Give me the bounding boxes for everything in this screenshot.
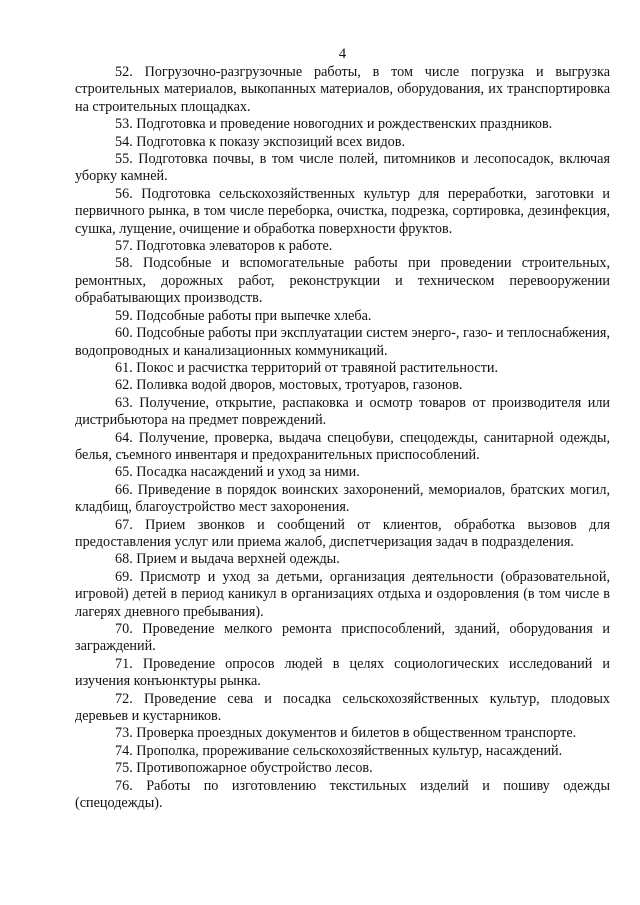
list-item: 52. Погрузочно-разгрузочные работы, в том числе погрузка и выгрузка строительных материалов, выкопанных материалов, оборудования, их транспортировка на строительных площадках. xyxy=(75,64,610,115)
list-item: 55. Подготовка почвы, в том числе полей, питомников и лесопосадок, включая уборку камней. xyxy=(75,151,610,185)
list-item: 66. Приведение в порядок воинских захоронений, мемориалов, братских могил, кладбищ, благоустройство мест захоронения. xyxy=(75,481,610,516)
list-item: 60. Подсобные работы при эксплуатации систем энерго-, газо- и теплоснабжения, водопроводных и канализационных коммуникаций. xyxy=(75,325,610,359)
page-number: 4 xyxy=(338,46,347,62)
list-item: 68. Прием и выдача верхней одежды. xyxy=(115,551,340,568)
list-item: 69. Присмотр и уход за детьми, организация деятельности (образовательной, игровой) детей в период каникул в организациях отдыха и оздоровления (в том числе в лагерях дневного пребывания). xyxy=(75,568,610,620)
list-item: 54. Подготовка к показу экспозиций всех видов. xyxy=(115,133,405,150)
list-item: 75. Противопожарное обустройство лесов. xyxy=(115,760,373,777)
list-item: 72. Проведение сева и посадка сельскохозяйственных культур, плодовых деревьев и кустарников. xyxy=(75,690,610,725)
list-item: 70. Проведение мелкого ремонта приспособлений, зданий, оборудования и заграждений. xyxy=(75,621,610,655)
list-item: 62. Поливка водой дворов, мостовых, тротуаров, газонов. xyxy=(115,377,463,394)
list-item: 67. Прием звонков и сообщений от клиентов, обработка вызовов для предоставления услуг или приема жалоб, диспетчеризация задач в подразделения. xyxy=(75,516,610,550)
list-item: 76. Работы по изготовлению текстильных изделий и пошиву одежды (спецодежды). xyxy=(75,777,610,812)
list-item: 73. Проверка проездных документов и билетов в общественном транспорте. xyxy=(115,725,577,742)
list-item: 64. Получение, проверка, выдача спецобуви, спецодежды, санитарной одежды, белья, съемного инвентаря и предохранительных приспособлений. xyxy=(75,429,610,463)
list-item: 58. Подсобные и вспомогательные работы при проведении строительных, ремонтных, дорожных работ, реконструкции и техническом перевооружении обрабатывающих производств. xyxy=(75,255,610,307)
document-page xyxy=(75,0,610,905)
list-item: 57. Подготовка элеваторов к работе. xyxy=(115,238,333,255)
list-item: 74. Прополка, прореживание сельскохозяйственных культур, насаждений. xyxy=(115,742,563,759)
list-item: 53. Подготовка и проведение новогодних и рождественских праздников. xyxy=(115,116,553,133)
item-list xyxy=(75,64,610,812)
list-item: 59. Подсобные работы при выпечке хлеба. xyxy=(115,307,372,324)
list-item: 65. Посадка насаждений и уход за ними. xyxy=(115,464,360,481)
list-item: 61. Покос и расчистка территорий от травяной растительности. xyxy=(115,359,499,376)
list-item: 71. Проведение опросов людей в целях социологических исследований и изучения конъюнктуры рынка. xyxy=(75,655,610,690)
list-item: 56. Подготовка сельскохозяйственных культур для переработки, заготовки и первичного рынка, в том числе переборка, очистка, подрезка, сортировка, дезинфекция, сушка, лущение, очищение и обработка поверхности фруктов. xyxy=(75,185,610,237)
list-item: 63. Получение, открытие, распаковка и осмотр товаров от производителя или дистрибьютора на предмет повреждений. xyxy=(75,394,610,429)
